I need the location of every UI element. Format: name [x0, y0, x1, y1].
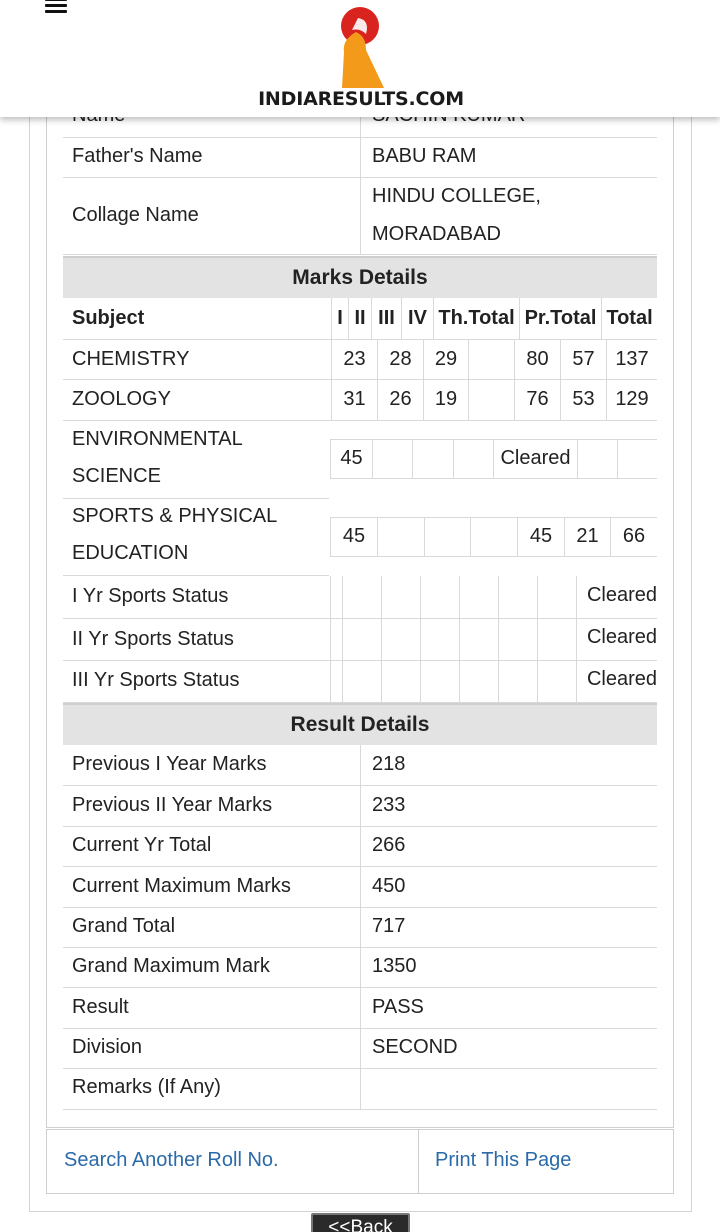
sports-status-row: [63, 661, 657, 703]
result-row: [63, 988, 657, 1029]
father-name-row: [63, 138, 657, 178]
sports-status-value: Cleared: [586, 626, 657, 648]
pr-total: 21: [576, 525, 599, 547]
mark-iii: 29: [434, 348, 458, 370]
pr-total: 57: [572, 348, 595, 370]
mark-iii: 19: [434, 388, 458, 410]
sports-status-label: I Yr Sports Status: [72, 585, 229, 607]
subject-name: CHEMISTRY: [72, 348, 190, 370]
father-name-label: Father's Name: [72, 145, 203, 167]
mark-i: 45: [342, 525, 366, 547]
col-i-header: I: [337, 307, 343, 329]
result-label: Division: [72, 1036, 143, 1058]
total-header: Total: [606, 307, 653, 329]
marks-header-row: [63, 298, 657, 340]
result-value: SECOND: [372, 1036, 458, 1058]
back-button[interactable]: <<Back: [311, 1213, 410, 1232]
result-value: 717: [372, 915, 406, 937]
site-header: [0, 0, 720, 117]
col-iv-header: IV: [408, 307, 427, 329]
subject-name-line2: SCIENCE: [72, 465, 161, 487]
result-value: 233: [372, 794, 406, 816]
mark-i: 31: [343, 388, 366, 410]
th-total: 45: [529, 525, 553, 547]
logo-mark-icon: [336, 6, 386, 88]
sports-status-value: Cleared: [586, 584, 657, 606]
marks-details-heading: Marks Details: [63, 256, 657, 298]
result-row: [63, 745, 657, 786]
result-value: 450: [372, 875, 406, 897]
status-cleared: Cleared: [500, 447, 571, 469]
col-ii-header: II: [354, 307, 366, 329]
result-value: PASS: [372, 996, 424, 1018]
col-iii-header: III: [378, 307, 395, 329]
college-row: [63, 178, 657, 255]
mark-ii: 26: [389, 388, 412, 410]
result-row: [63, 908, 657, 948]
mark-ii: 28: [389, 348, 412, 370]
subject-header: Subject: [72, 307, 145, 329]
pr-total: 53: [572, 388, 595, 410]
result-row: [63, 1069, 657, 1110]
subject-name: ZOOLOGY: [72, 388, 171, 410]
total: 66: [622, 525, 646, 547]
logo-text: INDIARESULTS.COM: [258, 88, 464, 110]
result-value: 1350: [372, 955, 417, 977]
mark-i: 23: [343, 348, 366, 370]
result-label: Grand Total: [72, 915, 176, 937]
sports-status-row: [63, 619, 657, 661]
th-total: 80: [526, 348, 549, 370]
result-row: [63, 827, 657, 867]
result-label: Previous II Year Marks: [72, 794, 273, 816]
result-details-heading: Result Details: [63, 703, 657, 745]
table-row: [63, 380, 657, 421]
action-links: [46, 1129, 674, 1194]
sports-status-label: III Yr Sports Status: [72, 669, 240, 691]
mark-i: 45: [340, 447, 363, 469]
result-value: 218: [372, 753, 406, 775]
result-row: [63, 1029, 657, 1069]
result-label: Previous I Year Marks: [72, 753, 267, 775]
result-row: [63, 867, 657, 908]
result-label: Current Yr Total: [72, 834, 212, 856]
result-label: Result: [72, 996, 129, 1018]
table-row: [63, 499, 657, 576]
pr-total-header: Pr.Total: [524, 307, 597, 329]
father-name-value: BABU RAM: [372, 145, 477, 167]
subject-name-line1: SPORTS & PHYSICAL: [72, 505, 278, 527]
total: 129: [615, 388, 649, 410]
table-row: [63, 421, 657, 499]
result-label: Remarks (If Any): [72, 1076, 221, 1098]
result-label: Current Maximum Marks: [72, 875, 291, 897]
college-label: Collage Name: [72, 204, 199, 226]
subject-name-line2: EDUCATION: [72, 542, 189, 564]
th-total: 76: [526, 388, 549, 410]
hamburger-menu-icon[interactable]: [45, 0, 67, 14]
sports-status-label: II Yr Sports Status: [72, 628, 234, 650]
subject-name-line1: ENVIRONMENTAL: [72, 428, 243, 450]
sports-status-value: Cleared: [586, 668, 657, 690]
result-row: [63, 948, 657, 988]
college-value-line2: MORADABAD: [372, 223, 501, 245]
sports-status-row: [63, 576, 657, 619]
table-row: [63, 340, 657, 380]
college-value-line1: HINDU COLLEGE,: [372, 185, 541, 207]
search-another-roll-link[interactable]: Search Another Roll No.: [64, 1149, 279, 1171]
th-total-header: Th.Total: [438, 307, 515, 329]
result-row: [63, 786, 657, 827]
total: 137: [615, 348, 649, 370]
site-logo[interactable]: [258, 6, 464, 112]
result-value: 266: [372, 834, 406, 856]
result-label: Grand Maximum Mark: [72, 955, 270, 977]
print-page-link[interactable]: Print This Page: [435, 1149, 572, 1171]
